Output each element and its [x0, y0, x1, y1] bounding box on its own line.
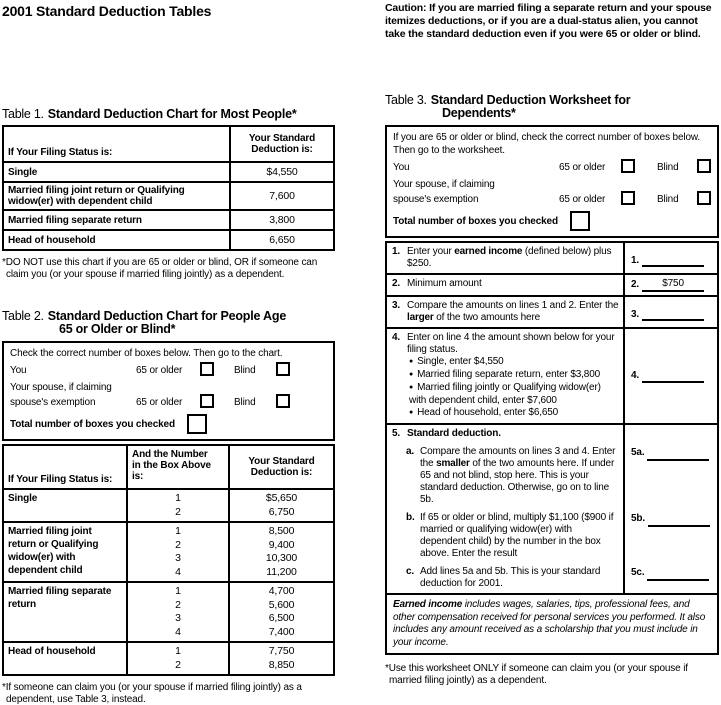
amount-line-3[interactable] — [642, 307, 704, 321]
blind-label: Blind — [234, 397, 256, 408]
table2-header-deduction: Your Standard Deduction is: — [228, 446, 333, 488]
checkbox-total-boxes[interactable] — [187, 414, 207, 434]
spouse-label-line2: spouse's exemption — [10, 397, 96, 408]
table1-row-status: Single — [4, 161, 229, 181]
older-label: 65 or older — [559, 194, 606, 205]
worksheet-line1-amount: 1. — [623, 243, 717, 273]
table3-worksheet — [385, 241, 719, 655]
table3-title-line2: Dependents* — [442, 106, 516, 120]
line4-bullet: ● Head of household, enter $6,650 — [407, 407, 620, 420]
table2-header-filing-status: If Your Filing Status is: — [8, 474, 113, 485]
older-label: 65 or older — [559, 162, 606, 173]
total-boxes-label: Total number of boxes you checked — [10, 418, 175, 430]
table1-row-amount: 6,650 — [229, 229, 333, 249]
amount-line-5b[interactable] — [648, 513, 710, 527]
checkbox-you-blind[interactable] — [276, 362, 290, 376]
table1-footnote: *DO NOT use this chart if you are 65 or older or blind, OR if someone can claim you (or your spouse if married filing jointly) as a dependent. — [2, 257, 318, 280]
table2-row-numbers: 1 2 3 4 — [126, 521, 228, 581]
table1-row-amount: 3,800 — [229, 209, 333, 229]
table2-title — [2, 310, 335, 336]
table1-label: Table 1. — [2, 107, 44, 121]
line4-bullet: ● Married filing separate return, enter $3,800 — [407, 369, 620, 382]
table3-label: Table 3. — [385, 93, 427, 107]
worksheet-line5a-amount: 5a. — [623, 443, 717, 509]
worksheet-line4-amount: 4. — [623, 327, 717, 423]
table1-header-filing-status: If Your Filing Status is: — [8, 147, 113, 158]
worksheet-line3-text: 3. Compare the amounts on lines 1 and 2. Enter the larger of the two amounts here — [387, 295, 623, 327]
table3-checkbox-intro: If you are 65 or older or blind, check the correct number of boxes below. Then go to the worksheet. — [393, 132, 700, 156]
checkbox-spouse-65-older[interactable] — [621, 191, 635, 205]
line4-bullet: ● Married filing jointly or Qualifying widow(er) with dependent child, enter $7,600 — [407, 382, 620, 407]
table1-row-status: Married filing separate return — [4, 209, 229, 229]
table3-footnote: *Use this worksheet ONLY if someone can claim you (or your spouse if married filing jointly) as a dependent. — [385, 663, 688, 686]
table1 — [2, 125, 335, 251]
worksheet-line2-text: 2. Minimum amount — [387, 273, 623, 295]
worksheet-line5a-text: a. Compare the amounts on lines 3 and 4. Enter the smaller of the two amounts here. If under 65 and not blind, stop here. This is your standard deduction. Otherwise, go on to line 5b. — [406, 446, 616, 505]
you-label: You — [10, 365, 27, 376]
older-label: 65 or older — [136, 397, 183, 408]
blind-label: Blind — [657, 162, 679, 173]
worksheet-line5c-text: c. Add lines 5a and 5b. This is your standard deduction for 2001. — [406, 566, 601, 589]
table2-main — [2, 444, 335, 676]
table2-checkbox-intro: Check the correct number of boxes below. Then go to the chart. — [10, 348, 283, 359]
blind-label: Blind — [234, 365, 256, 376]
table2-row-numbers: 1 2 — [126, 641, 228, 674]
line4-bullet: ● Single, enter $4,550 — [407, 356, 620, 369]
table2-header-boxes: And the Number in the Box Above is: — [126, 446, 228, 488]
caution-note: Caution: If you are married filing a separate return and your spouse itemizes deductions, or if you are a dual-status alien, you cannot take the standard deduction even if you were 65 or older or blind. — [385, 2, 712, 40]
checkbox-you-65-older[interactable] — [200, 362, 214, 376]
table2-row-status: Married filing joint return or Qualifying widow(er) with dependent child — [4, 521, 126, 581]
table2-row-numbers: 1 2 — [126, 488, 228, 521]
table2-title-line1: Standard Deduction Chart for People Age — [47, 309, 287, 323]
table2-row-amounts: 8,500 9,400 10,300 11,200 — [228, 521, 333, 581]
table2-row-amounts: $5,650 6,750 — [228, 488, 333, 521]
amount-line-5a[interactable] — [647, 447, 709, 461]
spouse-label-line1: Your spouse, if claiming — [393, 179, 495, 190]
table3-checkbox-panel — [385, 125, 719, 238]
table2-row-status: Single — [4, 488, 126, 521]
table1-row-status: Head of household — [4, 229, 229, 249]
table2-label: Table 2. — [2, 309, 44, 323]
amount-line-5c[interactable] — [647, 567, 709, 581]
spouse-label-line2: spouse's exemption — [393, 194, 479, 205]
table1-row-amount: $4,550 — [229, 161, 333, 181]
table2-footnote: *If someone can claim you (or your spouse if married filing jointly) as a dependent, use Table 3, instead. — [2, 682, 302, 705]
left-column — [2, 0, 335, 705]
checkbox-spouse-65-older[interactable] — [200, 394, 214, 408]
table2-row-numbers: 1 2 3 4 — [126, 581, 228, 641]
table1-row-status: Married filing joint return or Qualifying widow(er) with dependent child — [4, 181, 229, 209]
worksheet-line2-amount: 2. $750 — [623, 273, 717, 295]
table1-title-text: Standard Deduction Chart for Most People* — [47, 107, 297, 121]
older-label: 65 or older — [136, 365, 183, 376]
worksheet-line5b-amount: 5b. — [623, 509, 717, 563]
blind-label: Blind — [657, 194, 679, 205]
table1-title — [2, 108, 335, 121]
table1-header-deduction: Your Standard Deduction is: — [229, 127, 333, 161]
worksheet-line4-text: 4. Enter on line 4 the amount shown below for your filing status. ● Single, enter $4,550 ● Married filing separate return, enter $3,800 ● Married filing jointly or Qualifying widow(er) with dependent child, enter $7,600 ● Head of household, enter $6,650 — [387, 327, 623, 423]
worksheet-line5c-amount: 5c. — [623, 563, 717, 593]
worksheet-line1-text: 1. Enter your earned income (defined below) plus $250. — [392, 246, 612, 269]
total-boxes-label: Total number of boxes you checked — [393, 215, 558, 227]
amount-line-2[interactable]: $750 — [642, 278, 704, 292]
table1-row-amount: 7,600 — [229, 181, 333, 209]
worksheet-line5-heading: 5. Standard deduction. — [387, 423, 623, 443]
you-label: You — [393, 162, 410, 173]
table3-title — [385, 94, 719, 120]
table2-checkbox-panel — [2, 341, 335, 441]
amount-line-4[interactable] — [642, 369, 704, 383]
worksheet-line3-amount: 3. — [623, 295, 717, 327]
amount-line-1[interactable] — [642, 253, 704, 267]
table2-row-amounts: 7,750 8,850 — [228, 641, 333, 674]
table3-title-line1: Standard Deduction Worksheet for — [430, 93, 631, 107]
spouse-label-line1: Your spouse, if claiming — [10, 382, 112, 393]
table2-title-line2: 65 or Older or Blind* — [59, 322, 176, 336]
table2-row-status: Head of household — [4, 641, 126, 674]
checkbox-spouse-blind[interactable] — [697, 191, 711, 205]
earned-income-note: Earned income includes wages, salaries, tips, professional fees, and other compensation received for personal services you performed. It also includes any amount received as a scholarship that you must include in your income. — [387, 593, 717, 653]
checkbox-you-blind[interactable] — [697, 159, 711, 173]
checkbox-spouse-blind[interactable] — [276, 394, 290, 408]
table2-row-status: Married filing separate return — [4, 581, 126, 641]
right-column — [385, 0, 719, 686]
checkbox-total-boxes[interactable] — [570, 211, 590, 231]
page-title: 2001 Standard Deduction Tables — [2, 3, 212, 19]
worksheet-line5b-text: b. If 65 or older or blind, multiply $1,100 ($900 if married or qualifying widow(er) with dependent child) by the number in the box above. Enter the result — [406, 512, 614, 559]
table2-row-amounts: 4,700 5,600 6,500 7,400 — [228, 581, 333, 641]
checkbox-you-65-older[interactable] — [621, 159, 635, 173]
worksheet-line5-amount-spacer — [623, 423, 717, 443]
